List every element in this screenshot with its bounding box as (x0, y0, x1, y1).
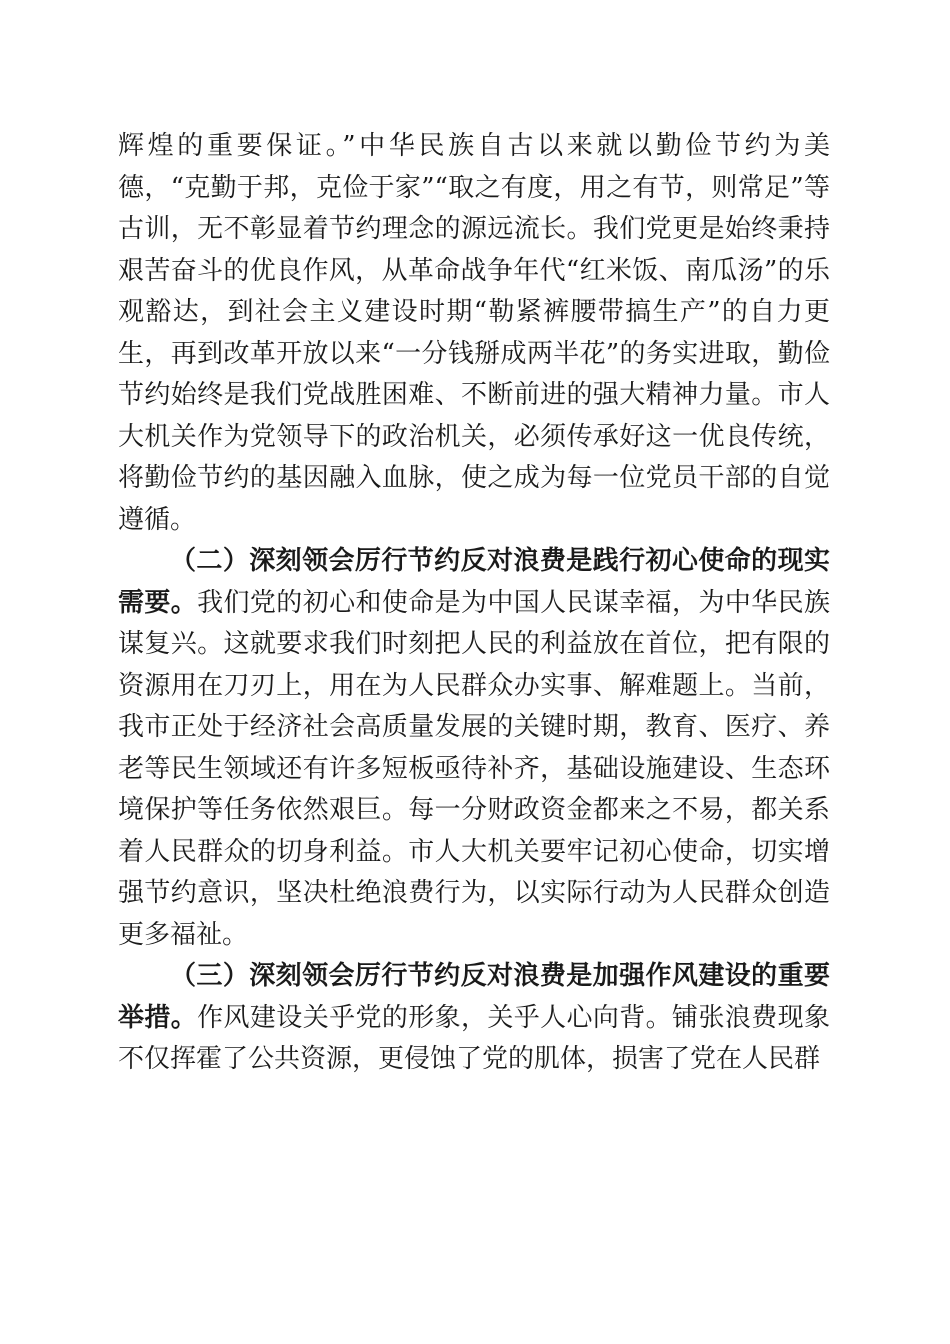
paragraph-2-heading: （二）深刻领会厉行节约反对浪费是践行初心使命的现实需要。 (118, 546, 830, 618)
document-body (118, 126, 830, 1081)
paragraph-3-text: 作风建设关乎党的形象，关乎人心向背。铺张浪费现象不仅挥霍了公共资源，更侵蚀了党的肌体，损害了党在人民群 (118, 1002, 830, 1074)
paragraph-2-text: 我们党的初心和使命是为中国人民谋幸福，为中华民族谋复兴。这就要求我们时刻把人民的利益放在首位，把有限的资源用在刀刃上，用在为人民群众办实事、解难题上。当前，我市正处于经济社会高质量发展的关键时期，教育、医疗、养老等民生领域还有许多短板亟待补齐，基础设施建设、生态环境保护等任务依然艰巨。每一分财政资金都来之不易，都关系着人民群众的切身利益。市人大机关要牢记初心使命，切实增强节约意识，坚决杜绝浪费行为，以实际行动为人民群众创造更多福祉。 (118, 587, 830, 950)
paragraph-1 (118, 126, 830, 541)
paragraph-3 (118, 956, 830, 1081)
paragraph-1-text: 辉煌的重要保证。”中华民族自古以来就以勤俭节约为美德，“克勤于邦，克俭于家”“取之有度，用之有节，则常足”等古训，无不彰显着节约理念的源远流长。我们党更是始终秉持艰苦奋斗的优良作风，从革命战争年代“红米饭、南瓜汤”的乐观豁达，到社会主义建设时期“勒紧裤腰带搞生产”的自力更生，再到改革开放以来“一分钱掰成两半花”的务实进取，勤俭节约始终是我们党战胜困难、不断前进的强大精神力量。市人大机关作为党领导下的政治机关，必须传承好这一优良传统，将勤俭节约的基因融入血脉，使之成为每一位党员干部的自觉遵循。 (118, 131, 830, 535)
paragraph-2 (118, 541, 830, 956)
paragraph-3-heading: （三）深刻领会厉行节约反对浪费是加强作风建设的重要举措。 (118, 961, 830, 1033)
